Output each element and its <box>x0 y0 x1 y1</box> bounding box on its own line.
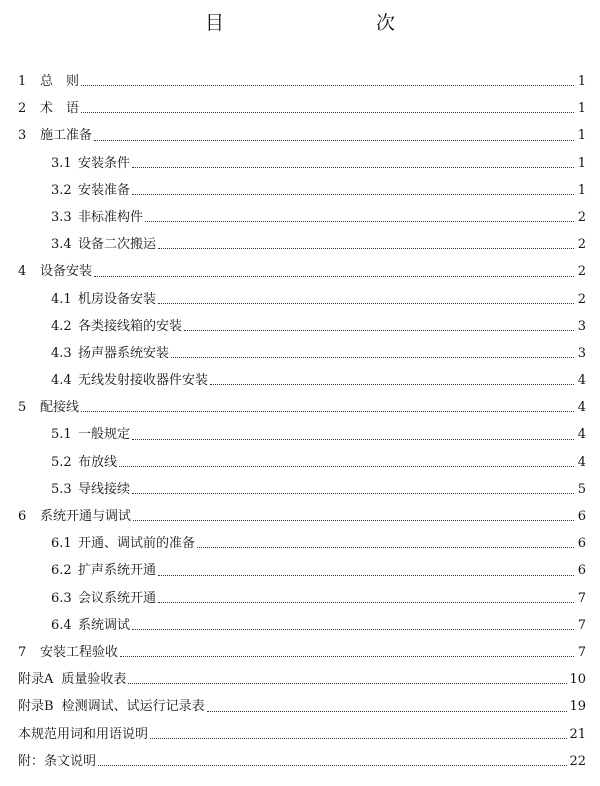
toc-entry-page-number: 2 <box>577 209 586 225</box>
toc-entry-label: 机房设备安装 <box>78 291 157 307</box>
toc-entry[interactable] <box>18 587 586 614</box>
toc-entry-number: 1 <box>18 74 27 89</box>
toc-entry-page-number: 7 <box>577 644 586 660</box>
toc-entry-page-number: 1 <box>577 74 586 89</box>
toc-entry-label: 开通、调试前的准备 <box>78 536 196 552</box>
toc-entry[interactable] <box>18 342 586 369</box>
dot-leader <box>94 139 574 141</box>
toc-entry[interactable] <box>18 315 586 342</box>
toc-entry-page-number: 2 <box>577 237 586 253</box>
toc-entry-number: 3.3 <box>51 209 72 225</box>
toc-entry-label: 扬声器系统安装 <box>78 345 170 361</box>
dot-leader <box>150 737 567 739</box>
toc-entry-page-number: 5 <box>577 481 586 497</box>
toc-entry-page-number: 22 <box>569 753 586 769</box>
toc-entry-page-number: 1 <box>577 101 586 117</box>
toc-entry[interactable] <box>18 70 586 97</box>
dot-leader <box>171 356 574 358</box>
toc-entry[interactable] <box>18 723 586 750</box>
toc-entry-label: 设备安装 <box>40 264 93 280</box>
toc-entry[interactable] <box>18 641 586 668</box>
toc-entry-page-number: 6 <box>577 509 586 524</box>
toc-entry-number: 附录A <box>18 672 54 688</box>
toc-entry-number: 6 <box>18 509 27 524</box>
toc-entry-label: 扩声系统开通 <box>78 563 157 579</box>
dot-leader <box>158 247 574 249</box>
dot-leader <box>128 682 567 684</box>
toc-entry-page-number: 7 <box>577 617 586 633</box>
toc-entry-label: 非标准构件 <box>78 209 144 225</box>
dot-leader <box>132 193 574 195</box>
toc-entry[interactable] <box>18 124 586 151</box>
dot-leader <box>81 410 574 412</box>
dot-leader <box>210 383 574 385</box>
toc-entry-number: 5 <box>18 400 27 416</box>
toc-entry-number: 4 <box>18 264 27 280</box>
toc-entry-page-number: 6 <box>577 563 586 579</box>
dot-leader <box>81 84 574 86</box>
toc-entry-label: 系统开通与调试 <box>40 509 132 524</box>
toc-entry-page-number: 4 <box>577 427 586 443</box>
toc-entry-label: 设备二次搬运 <box>78 237 157 253</box>
toc-entry-label: 本规范用词和用语说明 <box>18 726 149 742</box>
dot-leader <box>81 111 574 113</box>
toc-entry-label: 会议系统开通 <box>78 590 157 606</box>
toc-entry-number: 6.3 <box>51 590 72 606</box>
toc-entry[interactable] <box>18 668 586 695</box>
toc-entry-label: 无线发射接收器件安装 <box>78 373 209 389</box>
toc-entry-number: 2 <box>18 101 27 117</box>
toc-entry-number: 3.2 <box>51 182 72 198</box>
toc-entry-label: 配接线 <box>40 400 80 416</box>
toc-entry-number: 5.3 <box>51 481 72 497</box>
toc-entry-label: 一般规定 <box>78 427 131 443</box>
dot-leader <box>158 302 574 304</box>
toc-entry-label: 质量验收表 <box>61 672 127 688</box>
dot-leader <box>132 438 574 440</box>
toc-entry-page-number: 2 <box>577 291 586 307</box>
toc-list <box>18 70 586 777</box>
toc-entry-number: 5.2 <box>51 454 72 470</box>
toc-entry[interactable] <box>18 505 586 532</box>
toc-entry[interactable] <box>18 396 586 423</box>
toc-entry-number: 4.1 <box>51 291 72 307</box>
toc-entry-label: 安装条件 <box>78 155 131 171</box>
dot-leader <box>158 601 574 603</box>
toc-entry[interactable] <box>18 423 586 450</box>
toc-entry-number: 4.2 <box>51 318 72 334</box>
toc-entry-label: 安装准备 <box>78 182 131 198</box>
toc-entry[interactable] <box>18 695 586 722</box>
toc-entry[interactable] <box>18 451 586 478</box>
toc-entry-label: 布放线 <box>78 454 118 470</box>
toc-entry-page-number: 21 <box>569 726 586 742</box>
toc-entry-label: 附：条文说明 <box>18 753 97 769</box>
dot-leader <box>158 574 574 576</box>
toc-entry-number: 7 <box>18 644 27 660</box>
toc-entry[interactable] <box>18 532 586 559</box>
toc-entry-number: 附录B <box>18 699 54 715</box>
dot-leader <box>120 655 574 657</box>
dot-leader <box>94 275 574 277</box>
toc-entry-page-number: 4 <box>577 454 586 470</box>
toc-entry[interactable] <box>18 478 586 505</box>
toc-entry[interactable] <box>18 369 586 396</box>
toc-entry-label: 导线接续 <box>78 481 131 497</box>
dot-leader <box>98 764 567 766</box>
dot-leader <box>132 492 574 494</box>
toc-entry-page-number: 2 <box>577 264 586 280</box>
toc-entry[interactable] <box>18 152 586 179</box>
toc-entry[interactable] <box>18 614 586 641</box>
toc-entry-page-number: 1 <box>577 182 586 198</box>
page-title: 目 次 <box>204 12 433 34</box>
toc-entry-number: 4.4 <box>51 373 72 389</box>
toc-entry-page-number: 3 <box>577 318 586 334</box>
toc-entry[interactable] <box>18 559 586 586</box>
toc-entry-page-number: 3 <box>577 345 586 361</box>
dot-leader <box>145 220 574 222</box>
dot-leader <box>207 710 568 712</box>
toc-entry[interactable] <box>18 97 586 124</box>
toc-entry[interactable] <box>18 750 586 777</box>
dot-leader <box>132 628 574 630</box>
toc-entry[interactable] <box>18 260 586 287</box>
toc-entry-label: 总 则 <box>40 74 80 89</box>
toc-entry-label: 各类接线箱的安装 <box>78 318 183 334</box>
toc-entry-page-number: 6 <box>577 536 586 552</box>
toc-entry[interactable] <box>18 233 586 260</box>
toc-entry[interactable] <box>18 288 586 315</box>
toc-entry-number: 6.4 <box>51 617 72 633</box>
toc-entry-label: 安装工程验收 <box>40 644 119 660</box>
toc-entry-page-number: 4 <box>577 373 586 389</box>
toc-entry-number: 3.1 <box>51 155 72 171</box>
toc-entry-label: 施工准备 <box>40 128 93 144</box>
dot-leader <box>197 546 574 548</box>
toc-entry-number: 4.3 <box>51 345 72 361</box>
toc-entry-number: 6.1 <box>51 536 72 552</box>
toc-entry-page-number: 7 <box>577 590 586 606</box>
toc-entry-label: 术 语 <box>40 101 80 117</box>
toc-entry[interactable] <box>18 206 586 233</box>
dot-leader <box>119 465 574 467</box>
toc-entry[interactable] <box>18 179 586 206</box>
toc-entry-number: 3.4 <box>51 237 72 253</box>
toc-entry-label: 系统调试 <box>78 617 131 633</box>
dot-leader <box>132 166 574 168</box>
toc-entry-number: 3 <box>18 128 27 144</box>
toc-entry-page-number: 1 <box>577 155 586 171</box>
toc-entry-page-number: 10 <box>569 672 586 688</box>
toc-entry-label: 检测调试、试运行记录表 <box>61 699 205 715</box>
toc-entry-page-number: 1 <box>577 128 586 144</box>
toc-entry-page-number: 19 <box>569 699 586 715</box>
dot-leader <box>133 519 574 521</box>
dot-leader <box>184 329 574 331</box>
toc-entry-number: 6.2 <box>51 563 72 579</box>
toc-entry-page-number: 4 <box>577 400 586 416</box>
toc-entry-number: 5.1 <box>51 427 72 443</box>
